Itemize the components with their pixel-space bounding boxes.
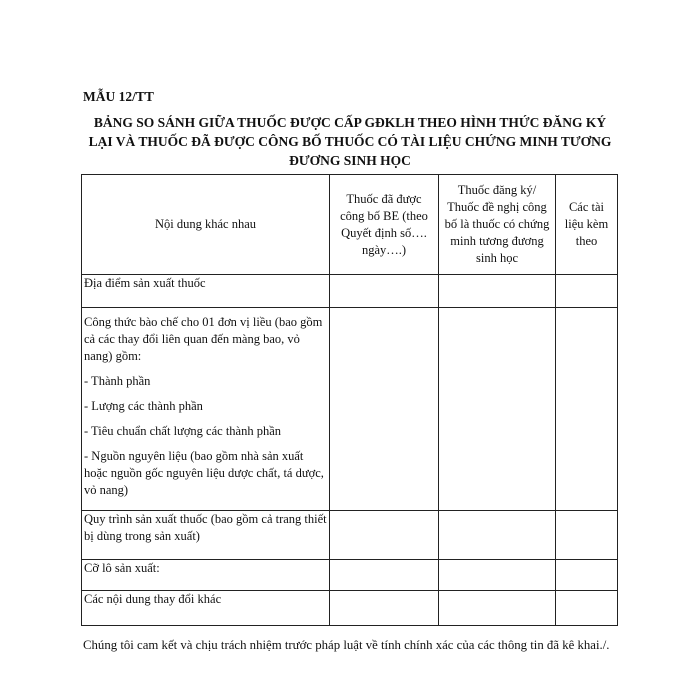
title-line-2: LẠI VÀ THUỐC ĐÃ ĐƯỢC CÔNG BỐ THUỐC CÓ TÀI LIỆU CHỨNG MINH TƯƠNG <box>88 134 612 149</box>
formulation-item: - Thành phần <box>84 374 151 388</box>
formulation-item: - Nguồn nguyên liệu (bao gồm nhà sản xuất hoặc nguồn gốc nguyên liệu dược chất, tá dược, vỏ nang) <box>84 449 324 497</box>
cell-empty[interactable] <box>556 308 618 511</box>
formulation-item: - Tiêu chuẩn chất lượng các thành phần <box>84 424 282 438</box>
formulation-intro: Công thức bào chế cho 01 đơn vị liều (bao gồm cả các thay đổi liên quan đến màng bao, vỏ nang) gồm: <box>84 315 323 363</box>
cell-empty[interactable] <box>330 511 439 560</box>
header-attachments: Các tài liệu kèm theo <box>556 175 618 275</box>
title-line-1: BẢNG SO SÁNH GIỮA THUỐC ĐƯỢC CẤP GĐKLH THEO HÌNH THỨC ĐĂNG KÝ <box>93 115 607 130</box>
row-manufacturing-site: Địa điểm sản xuất thuốc <box>82 275 330 308</box>
row-batch-size: Cỡ lô sản xuất: <box>82 560 330 591</box>
cell-empty[interactable] <box>330 560 439 591</box>
cell-empty[interactable] <box>330 308 439 511</box>
table-row <box>82 275 618 308</box>
cell-empty[interactable] <box>556 275 618 308</box>
cell-empty[interactable] <box>330 275 439 308</box>
row-other-changes: Các nội dung thay đổi khác <box>82 591 330 626</box>
cell-empty[interactable] <box>556 591 618 626</box>
cell-empty[interactable] <box>556 511 618 560</box>
commitment-statement: Chúng tôi cam kết và chịu trách nhiệm trước pháp luật về tính chính xác của các thông tin đã kê khai./. <box>83 638 610 652</box>
comparison-table <box>81 174 618 626</box>
table-row <box>82 308 618 511</box>
row-formulation <box>82 308 330 511</box>
cell-empty[interactable] <box>439 560 556 591</box>
table-row <box>82 511 618 560</box>
cell-empty[interactable] <box>556 560 618 591</box>
formulation-item: - Lượng các thành phần <box>84 399 203 413</box>
cell-empty[interactable] <box>330 591 439 626</box>
header-be-drug: Thuốc đã được công bố BE (theo Quyết định số…. ngày….) <box>330 175 439 275</box>
title-line-3: ĐƯƠNG SINH HỌC <box>289 153 411 168</box>
row-manufacturing-process: Quy trình sản xuất thuốc (bao gồm cả trang thiết bị dùng trong sản xuất) <box>82 511 330 560</box>
header-registered-drug: Thuốc đăng ký/ Thuốc đề nghị công bố là thuốc có chứng minh tương đương sinh học <box>439 175 556 275</box>
table-row <box>82 591 618 626</box>
document-title <box>70 113 630 170</box>
table-header-row <box>82 175 618 275</box>
cell-empty[interactable] <box>439 511 556 560</box>
cell-empty[interactable] <box>439 275 556 308</box>
cell-empty[interactable] <box>439 308 556 511</box>
cell-empty[interactable] <box>439 591 556 626</box>
header-differences: Nội dung khác nhau <box>82 175 330 275</box>
form-code: MẪU 12/TT <box>83 89 154 104</box>
table-row <box>82 560 618 591</box>
